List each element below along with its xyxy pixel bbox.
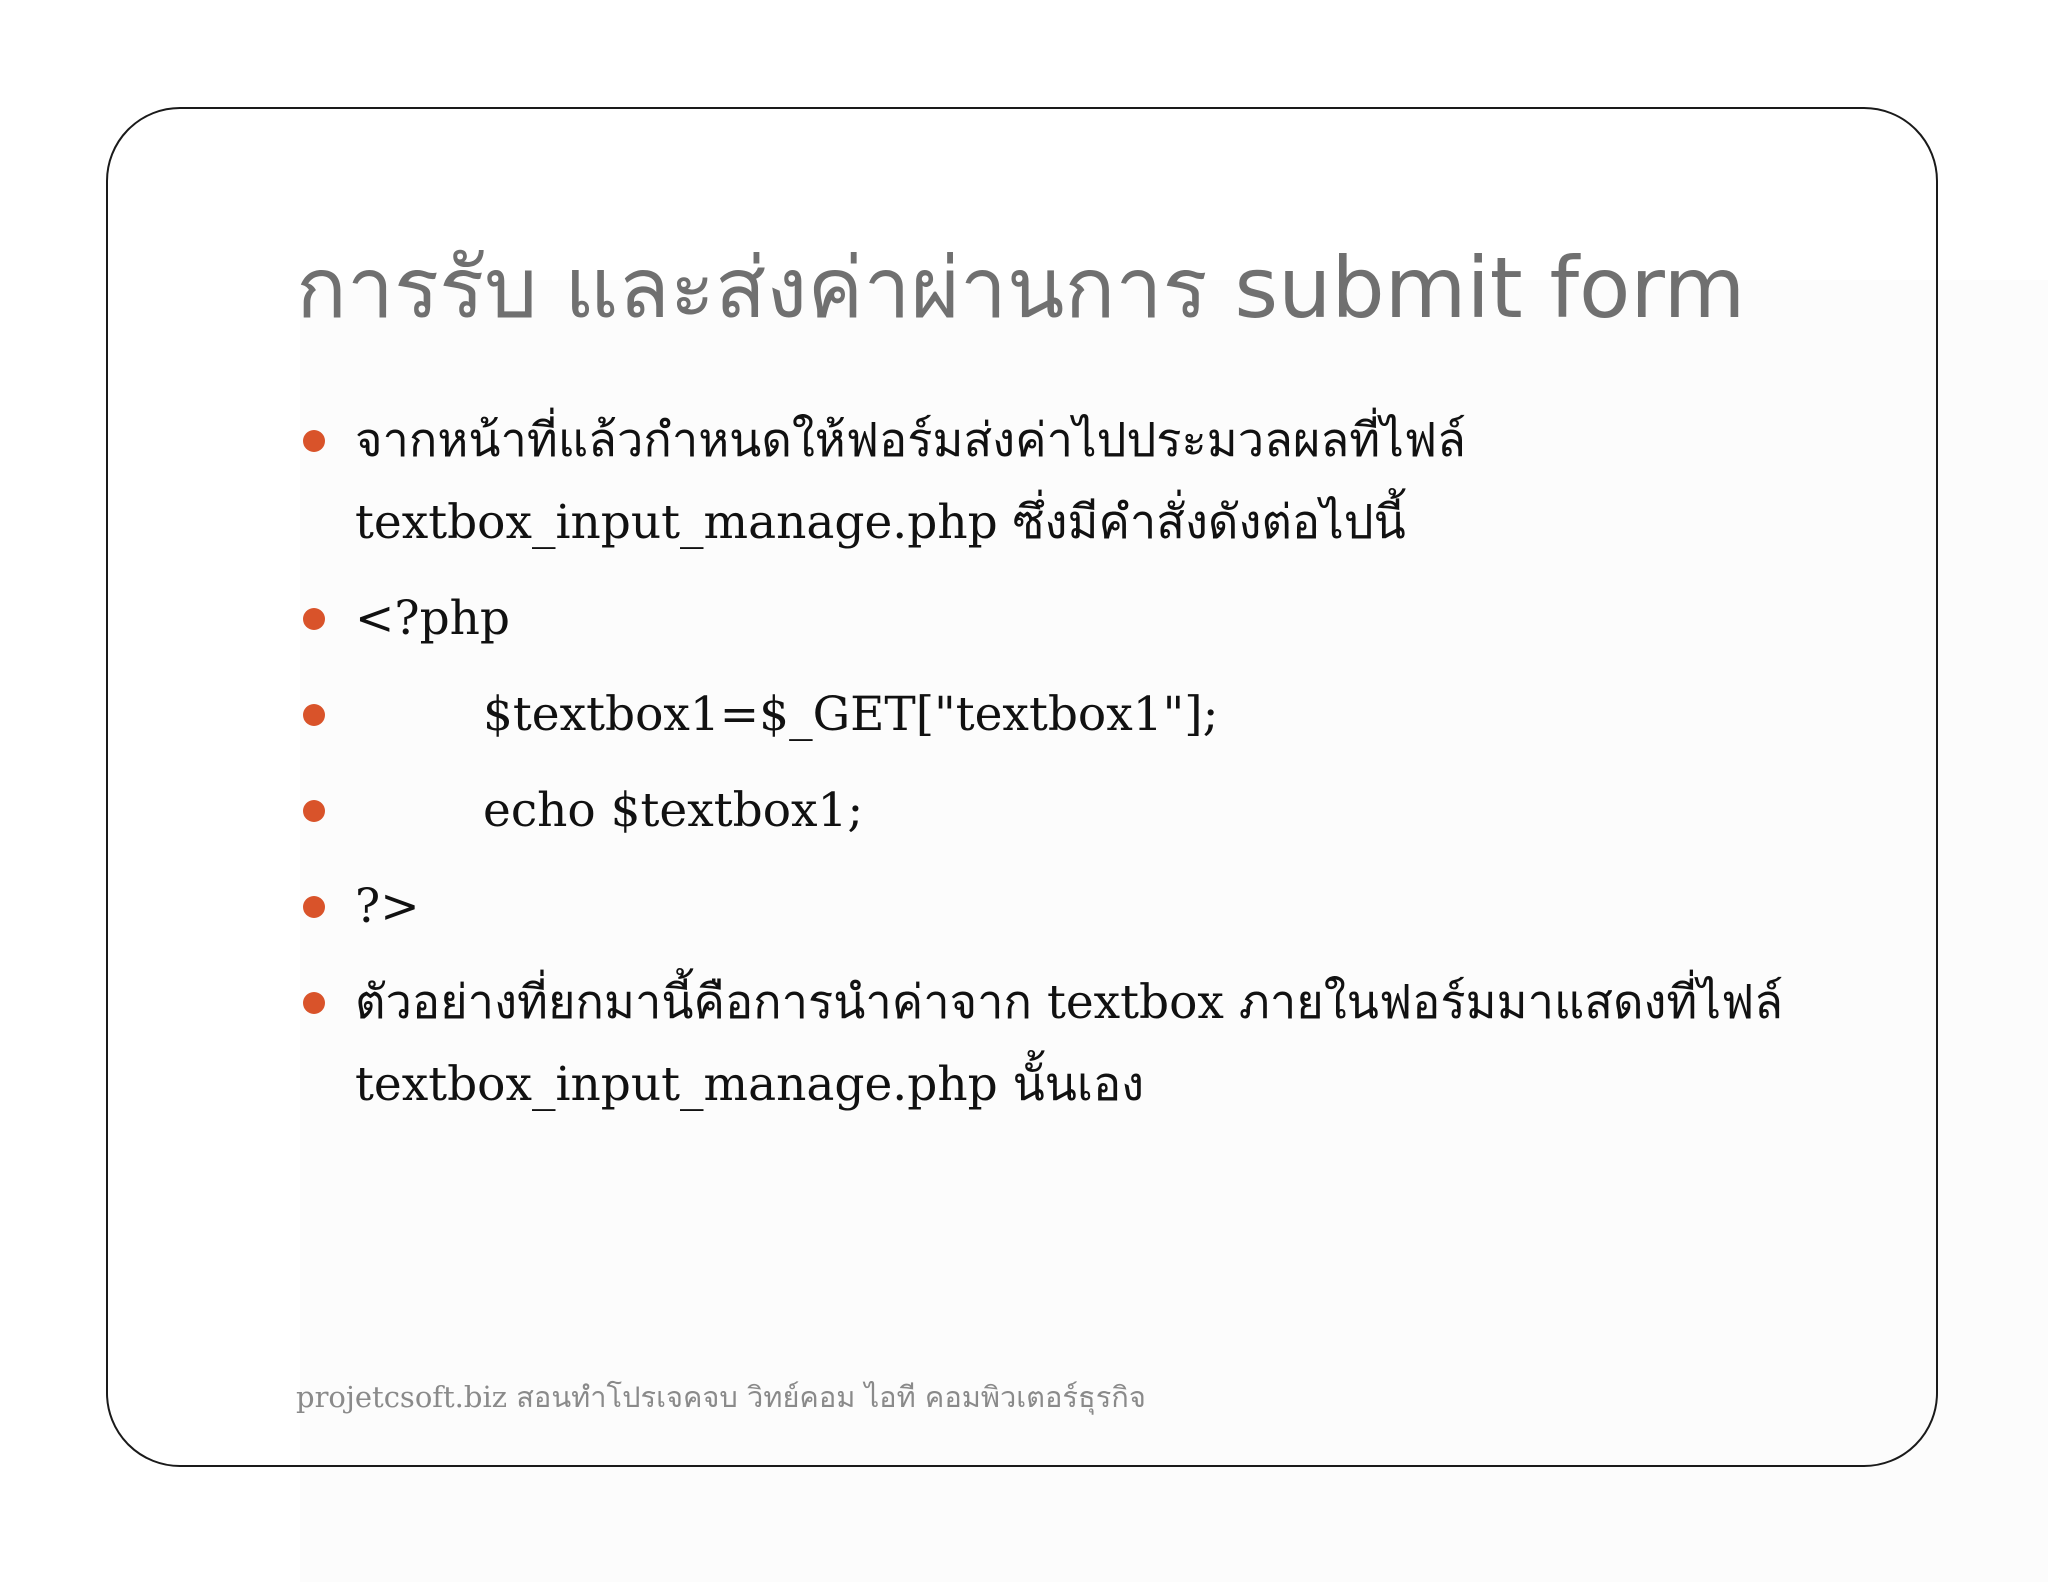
bullet-item (300, 400, 1820, 564)
bullet-text: จากหน้าที่แล้วกำหนดให้ฟอร์มส่งค่าไปประมวลผลที่ไฟล์ textbox_input_manage.php ซึ่งมีคำสั่งดังต่อไปนี้ (355, 413, 1481, 550)
bullet-dot-icon (303, 800, 325, 822)
bullet-dot-icon (303, 992, 325, 1014)
bullet-item (300, 866, 1820, 948)
bullet-dot-icon (303, 430, 325, 452)
code-line: echo $textbox1; (483, 783, 864, 838)
bullet-item (300, 674, 1820, 756)
bullet-item (300, 770, 1820, 852)
slide-title: การรับ และส่งค่าผ่านการ submit form (296, 239, 1746, 337)
bullet-list (300, 400, 1820, 1140)
bullet-dot-icon (303, 608, 325, 630)
slide-footer: projetcsoft.biz สอนทำโปรเจคจบ วิทย์คอม ไอที คอมพิวเตอร์ธุรกิจ (296, 1380, 1146, 1414)
code-line: $textbox1=$_GET["textbox1"]; (483, 687, 1219, 742)
bullet-dot-icon (303, 896, 325, 918)
bullet-item (300, 578, 1820, 660)
code-line: <?php (355, 591, 511, 646)
bullet-text: ตัวอย่างที่ยกมานี้คือการนำค่าจาก textbox ภายในฟอร์มมาแสดงที่ไฟล์ textbox_input_manage.php นั้นเอง (355, 975, 1799, 1112)
bullet-dot-icon (303, 704, 325, 726)
bullet-item (300, 962, 1820, 1126)
code-line: ?> (355, 879, 420, 934)
